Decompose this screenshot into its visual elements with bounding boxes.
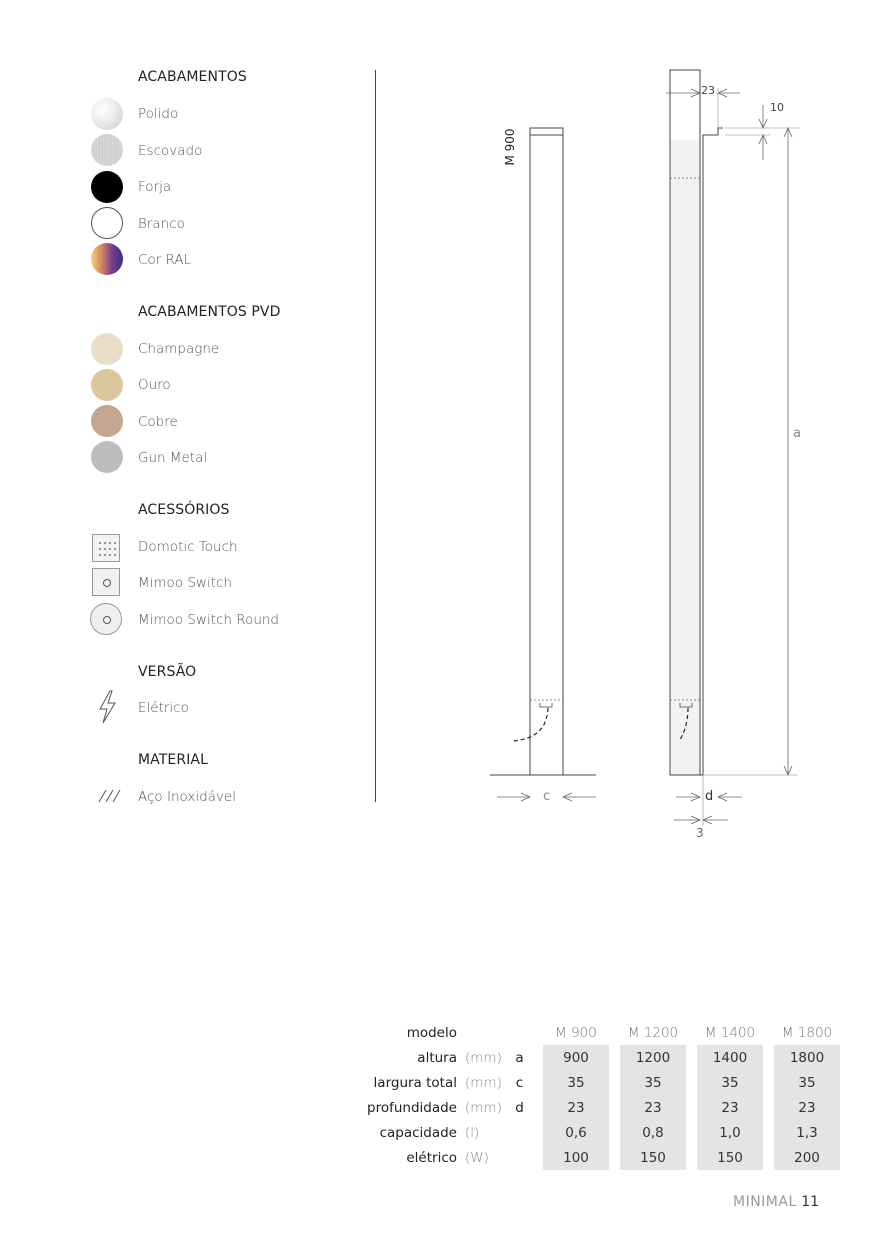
row-unit: (mm) [465,1049,502,1066]
white-swatch [91,207,123,239]
dim-c-label: c [543,789,551,804]
page-number: 11 [801,1194,820,1210]
version-heading: VERSÃO [138,664,197,680]
version-electric-label: Elétrico [138,700,189,716]
table-cell: 23 [620,1095,686,1120]
table-row [360,1145,840,1170]
table-row [360,1120,840,1145]
table-row [360,1095,840,1120]
row-label: profundidade [367,1099,457,1116]
finish-escovado-label: Escovado [138,143,203,159]
dim-3-label: 3 [696,826,704,840]
row-key [507,1120,532,1145]
table-cell: 35 [543,1070,609,1095]
ral-color-swatch [91,243,123,275]
row-unit: (mm) [465,1074,502,1091]
table-cell: 23 [697,1095,763,1120]
mimoo-switch-round-icon [90,603,122,635]
drawing-model-label: M 900 [503,128,517,166]
gun-metal-swatch [91,441,123,473]
page-footer [733,1194,819,1210]
table-cell: 1200 [620,1045,686,1070]
row-key: d [515,1099,524,1116]
table-cell: 100 [543,1145,609,1170]
row-unit: (mm) [465,1099,502,1116]
column-divider [375,70,376,802]
side-view [666,70,800,825]
material-heading: MATERIAL [138,752,209,768]
row-unit: (W) [465,1149,489,1166]
finishes-heading: ACABAMENTOS [138,69,247,85]
domotic-touch-icon [92,534,120,562]
table-cell: 1,0 [697,1120,763,1145]
row-label: capacidade [379,1124,457,1141]
technical-drawing [380,60,840,860]
row-label: elétrico [406,1149,457,1166]
pvd-gun-metal-label: Gun Metal [138,450,208,466]
model-header: M 1800 [781,1024,833,1041]
table-row [360,1070,840,1095]
finish-forja-label: Forja [138,179,172,195]
table-cell: 35 [620,1070,686,1095]
model-header: M 1400 [704,1024,756,1041]
dim-10-label: 10 [770,101,784,114]
table-cell: 23 [543,1095,609,1120]
pvd-ouro-label: Ouro [138,377,171,393]
table-cell: 900 [543,1045,609,1070]
row-unit: (l) [465,1124,480,1141]
polished-swatch [91,98,123,130]
table-cell: 1,3 [774,1120,840,1145]
table-cell: 0,8 [620,1120,686,1145]
table-cell: 35 [774,1070,840,1095]
row-key [507,1145,532,1170]
pvd-cobre-label: Cobre [138,414,178,430]
lightning-icon [96,689,120,725]
pvd-heading: ACABAMENTOS PVD [138,304,281,320]
front-view [490,128,596,801]
table-cell: 200 [774,1145,840,1170]
gold-swatch [91,369,123,401]
table-cell: 150 [697,1145,763,1170]
finish-branco-label: Branco [138,216,185,232]
row-label: altura [417,1049,457,1066]
dim-a-label: a [793,426,801,441]
row-label: largura total [373,1074,457,1091]
accessory-mimoo-switch-round-label: Mimoo Switch Round [138,612,279,628]
accessories-heading: ACESSÓRIOS [138,502,230,518]
table-cell: 1400 [697,1045,763,1070]
material-stainless-label: Aço Inoxidável [138,789,236,805]
table-header-row [360,1020,840,1045]
row-key: a [515,1049,524,1066]
champagne-swatch [91,333,123,365]
model-header: M 1200 [627,1024,679,1041]
dim-23-label: 23 [701,84,715,97]
model-header: M 900 [555,1024,597,1041]
finish-polido-label: Polido [138,106,179,122]
row-key: c [515,1074,524,1091]
hatch-icon [98,789,124,803]
table-header-label: modelo [406,1024,457,1041]
spec-table [360,1020,840,1170]
pvd-champagne-label: Champagne [138,341,220,357]
copper-swatch [91,405,123,437]
mimoo-switch-icon [92,568,120,596]
dim-d-label: d [705,789,714,804]
finish-ral-label: Cor RAL [138,252,192,268]
table-row [360,1045,840,1070]
black-swatch [91,171,123,203]
table-cell: 35 [697,1070,763,1095]
accessory-mimoo-switch-label: Mimoo Switch [138,575,232,591]
brushed-swatch [91,134,123,166]
table-cell: 23 [774,1095,840,1120]
table-cell: 150 [620,1145,686,1170]
table-cell: 0,6 [543,1120,609,1145]
footer-brand: MINIMAL [733,1194,797,1210]
accessory-domotic-touch-label: Domotic Touch [138,539,238,555]
table-cell: 1800 [774,1045,840,1070]
